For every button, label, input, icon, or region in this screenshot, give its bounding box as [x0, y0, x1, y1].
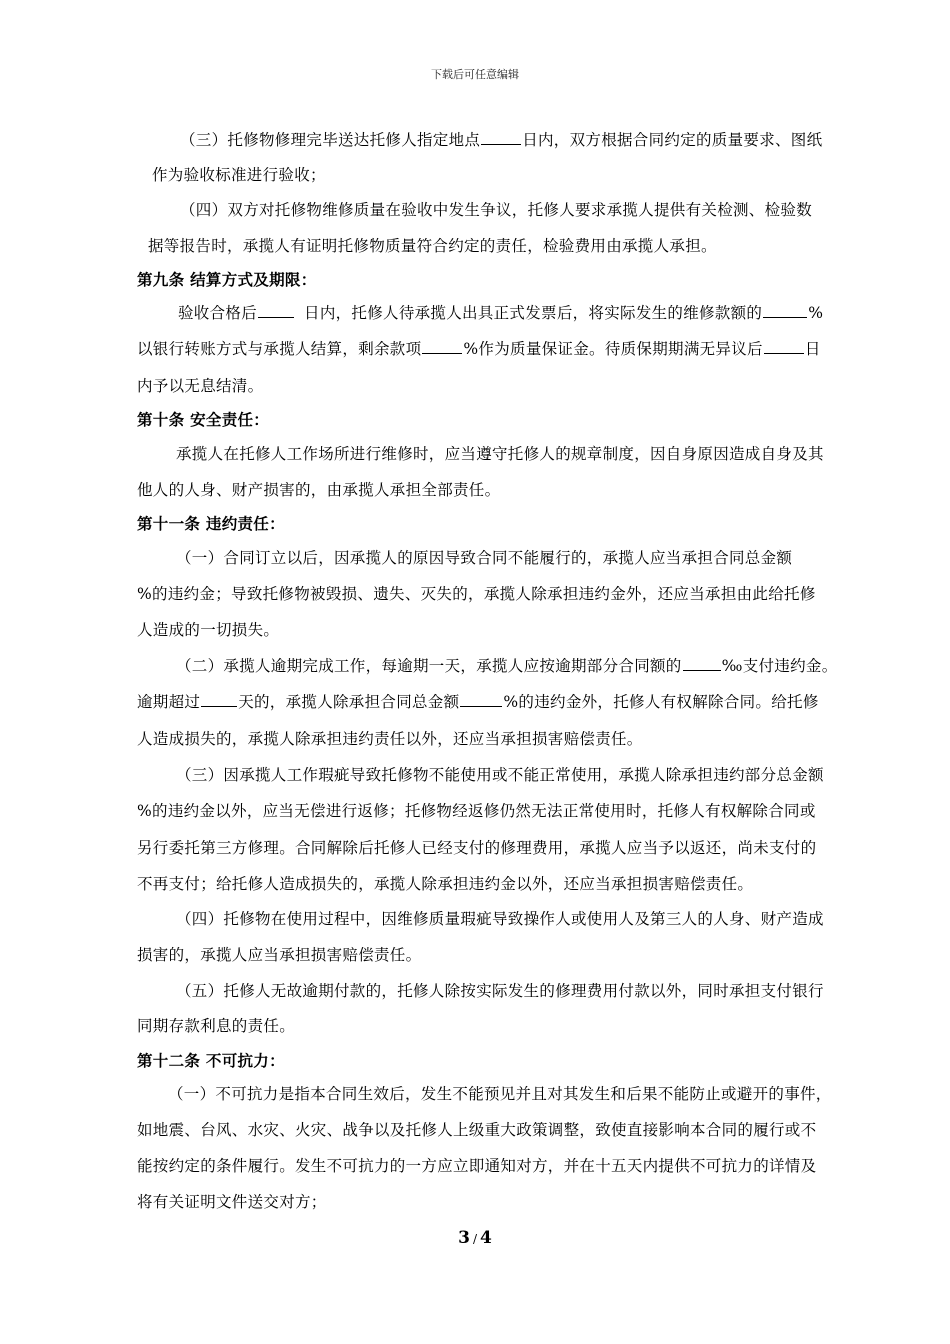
fill-blank[interactable] [422, 339, 462, 354]
text: 天的，承揽人除承担合同总金额 [238, 693, 460, 711]
clause-11-2-line-1 [176, 654, 838, 676]
clause-11-4-line-2: 损害的，承揽人应当承担损害赔偿责任。 [137, 946, 422, 964]
fill-blank[interactable] [201, 692, 237, 707]
clause-8-3-line-2: 作为验收标准进行验收； [152, 166, 326, 184]
text: ‰支付违约金。 [721, 657, 838, 675]
text: （二）承揽人逾期完成工作，每逾期一天，承揽人应按逾期部分合同额的 [176, 657, 682, 675]
text: 日内，托修人待承揽人出具正式发票后，将实际发生的维修款额的 [304, 304, 763, 322]
clause-11-3-line-4: 不再支付；给托修人造成损失的，承揽人除承担违约金以外，还应当承担损害赔偿责任。 [137, 875, 754, 893]
text: % [808, 304, 824, 322]
article-9-line-1 [178, 301, 823, 323]
fill-blank[interactable] [481, 130, 521, 145]
text: 日内，双方根据合同约定的质量要求、图纸 [522, 131, 823, 149]
clause-11-3-line-3: 另行委托第三方修理。合同解除后托修人已经支付的修理费用，承揽人应当予以返还，尚未支付的 [137, 839, 817, 857]
article-11-title: 第十一条 违约责任： [137, 514, 285, 533]
fill-blank[interactable] [258, 303, 294, 318]
article-10-line-1: 承揽人在托修人工作场所进行维修时，应当遵守托修人的规章制度，因自身原因造成自身及其 [176, 445, 824, 463]
page-separator: / [472, 1232, 478, 1246]
fill-blank[interactable] [764, 339, 804, 354]
clause-11-5-line-1: （五）托修人无故逾期付款的，托修人除按实际发生的修理费用付款以外，同时承担支付银行 [176, 982, 824, 1000]
clause-11-3-line-2: %的违约金以外，应当无偿进行返修；托修物经返修仍然无法正常使用时，托修人有权解除合同或 [137, 802, 816, 820]
fill-blank[interactable] [460, 692, 502, 707]
article-10-line-2: 他人的人身、财产损害的，由承揽人承担全部责任。 [137, 481, 501, 499]
clause-11-4-line-1: （四）托修物在使用过程中，因维修质量瑕疵导致操作人或使用人及第三人的人身、财产造成 [176, 910, 824, 928]
article-9-line-2 [137, 337, 821, 359]
text: 日 [804, 340, 821, 358]
clause-11-2-line-3: 人造成损失的，承揽人除承担违约责任以外，还应当承担损害赔偿责任。 [137, 730, 643, 748]
fill-blank[interactable] [683, 656, 721, 671]
article-12-line-3: 能按约定的条件履行。发生不可抗力的一方应立即通知对方，并在十五天内提供不可抗力的详情及 [137, 1157, 817, 1175]
clause-11-3-line-1: （三）因承揽人工作瑕疵导致托修物不能使用或不能正常使用，承揽人除承担违约部分总金额 [176, 766, 824, 784]
page-total: 4 [480, 1228, 492, 1248]
text: （三）托修物修理完毕送达托修人指定地点 [180, 131, 481, 149]
clause-11-1-line-2: %的违约金；导致托修物被毁损、遗失、灭失的，承揽人除承担违约金外，还应当承担由此给托修 [137, 585, 816, 603]
article-12-line-4: 将有关证明文件送交对方； [137, 1193, 327, 1211]
clause-11-2-line-2 [137, 690, 819, 712]
article-9-line-3: 内予以无息结清。 [137, 377, 264, 395]
text: %的违约金外，托修人有权解除合同。给托修 [503, 693, 819, 711]
clause-8-4-line-1: （四）双方对托修物维修质量在验收中发生争议，托修人要求承揽人提供有关检测、检验数 [180, 201, 813, 219]
page-header: 下载后可任意编辑 [431, 68, 519, 81]
article-10-title: 第十条 安全责任： [137, 410, 270, 429]
text: 以银行转账方式与承揽人结算，剩余款项 [137, 340, 422, 358]
fill-blank[interactable] [763, 303, 807, 318]
page-number [0, 1228, 950, 1248]
clause-8-4-line-2: 据等报告时，承揽人有证明托修物质量符合约定的责任，检验费用由承揽人承担。 [148, 237, 717, 255]
clause-11-1-line-1: （一）合同订立以后，因承揽人的原因导致合同不能履行的，承揽人应当承担合同总金额 [176, 549, 793, 567]
article-12-line-2: 如地震、台风、水灾、火灾、战争以及托修人上级重大政策调整，致使直接影响本合同的履行或不 [137, 1121, 817, 1139]
article-9-title: 第九条 结算方式及期限： [137, 270, 317, 289]
text: 逾期超过 [137, 693, 201, 711]
clause-8-3-line-1 [180, 128, 822, 150]
article-12-line-1: （一）不可抗力是指本合同生效后，发生不能预见并且对其发生和后果不能防止或避开的事件， [168, 1085, 832, 1103]
article-12-title: 第十二条 不可抗力： [137, 1051, 285, 1070]
clause-11-5-line-2: 同期存款利息的责任。 [137, 1017, 296, 1035]
page-current: 3 [458, 1228, 470, 1248]
text: 验收合格后 [178, 304, 258, 322]
text: %作为质量保证金。待质保期期满无异议后 [463, 340, 763, 358]
clause-11-1-line-3: 人造成的一切损失。 [137, 621, 280, 639]
